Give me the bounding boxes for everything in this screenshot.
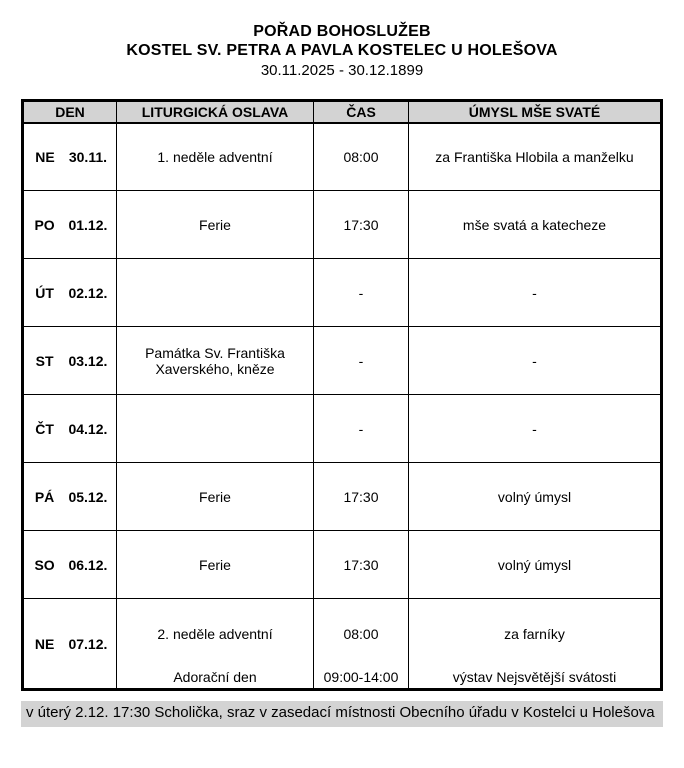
liturgy-cell: Památka Sv. Františka Xaverského, kněze — [117, 327, 314, 395]
day-abbr: PO — [34, 216, 55, 233]
time-line2: 09:00-14:00 — [323, 668, 399, 685]
liturgy-cell: 1. neděle adventní — [117, 123, 314, 191]
liturgy-cell: Ferie — [117, 191, 314, 259]
page-title: POŘAD BOHOSLUŽEB — [253, 23, 431, 40]
day-cell — [23, 327, 117, 395]
day-abbr: ST — [35, 352, 54, 369]
day-date: 07.12. — [68, 635, 108, 652]
column-header-den: DEN — [23, 101, 117, 123]
day-cell — [23, 463, 117, 531]
time-cell: - — [314, 395, 409, 463]
time-cell: 17:30 — [314, 531, 409, 599]
intention-cell: volný úmysl — [409, 463, 662, 531]
table-row — [23, 259, 662, 327]
intention-cell: za Františka Hlobila a manželku — [409, 123, 662, 191]
day-cell — [23, 395, 117, 463]
day-cell — [23, 531, 117, 599]
day-date: 04.12. — [68, 420, 108, 437]
table-row — [23, 463, 662, 531]
liturgy-line1: 2. neděle adventní — [157, 626, 273, 642]
table-row — [23, 191, 662, 259]
day-abbr: NE — [35, 148, 55, 165]
day-date: 06.12. — [68, 556, 108, 573]
liturgy-line2: Adorační den — [173, 668, 257, 685]
day-date: 03.12. — [68, 352, 108, 369]
intention-cell: - — [409, 259, 662, 327]
column-header-umysl: ÚMYSL MŠE SVATÉ — [409, 101, 662, 123]
table-header-row — [23, 101, 662, 123]
footer-note: v úterý 2.12. 17:30 Scholička, sraz v zasedací místnosti Obecního úřadu v Kostelci u Holešova — [21, 701, 663, 727]
day-abbr: ÚT — [35, 284, 54, 301]
liturgy-cell — [117, 599, 314, 690]
table-row — [23, 123, 662, 191]
day-cell — [23, 599, 117, 690]
time-cell: 08:00 — [314, 123, 409, 191]
time-cell: - — [314, 327, 409, 395]
intention-cell: - — [409, 327, 662, 395]
title-block — [0, 0, 684, 81]
day-date: 01.12. — [68, 216, 108, 233]
time-line1: 08:00 — [343, 626, 379, 642]
intention-cell — [409, 599, 662, 690]
day-cell — [23, 123, 117, 191]
schedule-table — [21, 99, 663, 691]
time-cell: 17:30 — [314, 463, 409, 531]
day-cell — [23, 191, 117, 259]
table-row — [23, 395, 662, 463]
liturgy-cell: Ferie — [117, 531, 314, 599]
date-range: 30.11.2025 - 30.12.1899 — [260, 62, 424, 79]
time-cell: - — [314, 259, 409, 327]
day-date: 30.11. — [68, 148, 108, 165]
intention-cell: mše svatá a katecheze — [409, 191, 662, 259]
intention-line1: za farníky — [504, 626, 565, 642]
day-date: 05.12. — [68, 488, 108, 505]
intention-cell: - — [409, 395, 662, 463]
table-row — [23, 327, 662, 395]
table-row — [23, 531, 662, 599]
day-abbr: ČT — [35, 420, 54, 437]
column-header-cas: ČAS — [314, 101, 409, 123]
column-header-liturgicka-oslava: LITURGICKÁ OSLAVA — [117, 101, 314, 123]
liturgy-cell — [117, 395, 314, 463]
intention-cell: volný úmysl — [409, 531, 662, 599]
day-cell — [23, 259, 117, 327]
liturgy-cell — [117, 259, 314, 327]
day-abbr: NE — [34, 635, 55, 652]
page-subtitle: KOSTEL SV. PETRA A PAVLA KOSTELEC U HOLEŠOVA — [126, 42, 558, 59]
day-abbr: SO — [34, 556, 55, 573]
time-cell — [314, 599, 409, 690]
day-abbr: PÁ — [34, 488, 55, 505]
day-date: 02.12. — [68, 284, 108, 301]
intention-line2: výstav Nejsvětější svátosti — [452, 668, 617, 685]
liturgy-cell: Ferie — [117, 463, 314, 531]
table-row — [23, 599, 662, 690]
time-cell: 17:30 — [314, 191, 409, 259]
